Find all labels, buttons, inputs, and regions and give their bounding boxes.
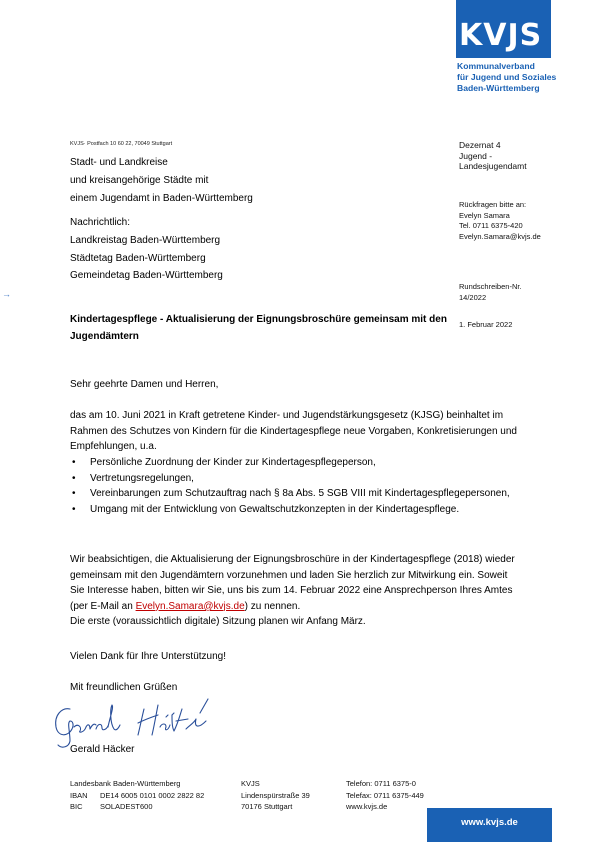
org-line-2: für Jugend und Soziales bbox=[457, 72, 557, 82]
invitation-text: Wir beabsichtigen, die Aktualisierung der Eignungsbroschüre in der Kindertagespflege (2018) wieder gemeinsam mit den Jugendämtern vorzunehmen und laden Sie herzlich zur Mitwirkung ein. Soweit Sie Interesse haben, bitten wir Sie, uns bis zum 14. Februar 2022 eine Ansprechperson Ihres Amtes (per E-Mail an bbox=[70, 554, 515, 612]
org-line-1: Kommunalverband bbox=[457, 61, 535, 71]
recipient-line: Stadt- und Landkreise bbox=[70, 157, 168, 168]
salutation: Sehr geehrte Damen und Herren, bbox=[70, 379, 219, 390]
circular-label: Rundschreiben-Nr. bbox=[459, 282, 522, 291]
iban-value: DE14 6005 0101 0002 2822 82 bbox=[100, 790, 205, 800]
contact-email: Evelyn.Samara@kvjs.de bbox=[459, 231, 541, 241]
copy-recipient-line: Landkreistag Baden-Württemberg bbox=[70, 234, 221, 246]
address-line: 70176 Stuttgart bbox=[241, 802, 293, 811]
organization-name bbox=[457, 61, 595, 94]
web-badge-link[interactable]: www.kvjs.de bbox=[461, 817, 518, 828]
invitation-text-end: ) zu nennen. bbox=[244, 600, 301, 612]
sender-return-address: KVJS· Postfach 10 60 22, 70049 Stuttgart bbox=[70, 141, 173, 147]
contact-name: Evelyn Samara bbox=[459, 210, 510, 220]
kvjs-logo: KVJS bbox=[459, 18, 543, 53]
contact-info bbox=[459, 200, 541, 242]
fold-mark-arrow-icon: → bbox=[2, 289, 11, 299]
iban-label: IBAN bbox=[70, 790, 88, 800]
footer-contact bbox=[346, 778, 424, 813]
footer-fax: Telefax: 0711 6375-449 bbox=[346, 790, 424, 800]
department-line: Landesjugendamt bbox=[459, 161, 527, 171]
address-line: Lindenspürstraße 39 bbox=[241, 790, 310, 800]
letter-subject: Kindertagespflege - Aktualisierung der Eignungsbroschüre gemeinsam mit den Jugendämtern bbox=[70, 314, 447, 342]
contact-label: Rückfragen bitte an: bbox=[459, 200, 527, 209]
circular-value: 14/2022 bbox=[459, 292, 487, 302]
department-line: Dezernat 4 bbox=[459, 140, 501, 150]
iban-row bbox=[70, 790, 204, 802]
bullet-item: • Vertretungsregelungen, bbox=[70, 471, 525, 487]
closing-line: Mit freundlichen Grüßen bbox=[70, 682, 178, 693]
address-line: KVJS bbox=[241, 779, 260, 788]
footer-website[interactable]: www.kvjs.de bbox=[346, 802, 388, 811]
recipient-line: und kreisangehörige Städte mit bbox=[70, 174, 209, 186]
department-info bbox=[459, 140, 527, 172]
footer-phone: Telefon: 0711 6375-0 bbox=[346, 779, 416, 788]
letter-date: 1. Februar 2022 bbox=[459, 320, 513, 329]
recipient-address bbox=[70, 154, 253, 207]
bullet-item: • Vereinbarungen zum Schutzauftrag nach § 8a Abs. 5 SGB VIII mit Kindertagespflegepersonen, bbox=[70, 486, 525, 502]
copy-recipient-line: Städtetag Baden-Württemberg bbox=[70, 252, 206, 264]
copy-recipient-line: Gemeindetag Baden-Württemberg bbox=[70, 270, 223, 282]
bullet-item: • Persönliche Zuordnung der Kinder zur Kindertagespflegeperson, bbox=[70, 455, 525, 471]
bic-value: SOLADEST600 bbox=[100, 802, 153, 811]
bic-label: BIC bbox=[70, 802, 83, 811]
thanks-line: Vielen Dank für Ihre Unterstützung! bbox=[70, 651, 227, 662]
footer-bank-details bbox=[70, 778, 204, 813]
bullet-list bbox=[70, 455, 525, 517]
paragraph-invitation bbox=[70, 552, 520, 630]
recipient-line: einem Jugendamt in Baden-Württemberg bbox=[70, 192, 253, 204]
copy-recipients bbox=[70, 214, 223, 285]
contact-phone: Tel. 0711 6375-420 bbox=[459, 221, 523, 230]
paragraph-intro: das am 10. Juni 2021 in Kraft getretene Kinder- und Jugendstärkungsgesetz (KJSG) beinhaltet im Rahmen des Schutzes von Kindern für die Kindertagespflege neue Vorgaben, Konkretisierungen und Empfehlungen, u.a. bbox=[70, 410, 517, 453]
bank-name: Landesbank Baden-Württemberg bbox=[70, 779, 181, 788]
circular-number bbox=[459, 282, 522, 303]
email-link[interactable]: Evelyn.Samara@kvjs.de bbox=[135, 600, 245, 612]
footer-address bbox=[241, 778, 310, 813]
org-line-3: Baden-Württemberg bbox=[457, 83, 540, 93]
signer-name: Gerald Häcker bbox=[70, 744, 135, 755]
meeting-note: Die erste (voraussichtlich digitale) Sitzung planen wir Anfang März. bbox=[70, 616, 366, 628]
copy-label: Nachrichtlich: bbox=[70, 217, 131, 228]
bullet-item: • Umgang mit der Entwicklung von Gewaltschutzkonzepten in der Kindertagespflege. bbox=[70, 502, 525, 518]
department-line: Jugend - bbox=[459, 150, 493, 161]
bic-row bbox=[70, 801, 204, 813]
